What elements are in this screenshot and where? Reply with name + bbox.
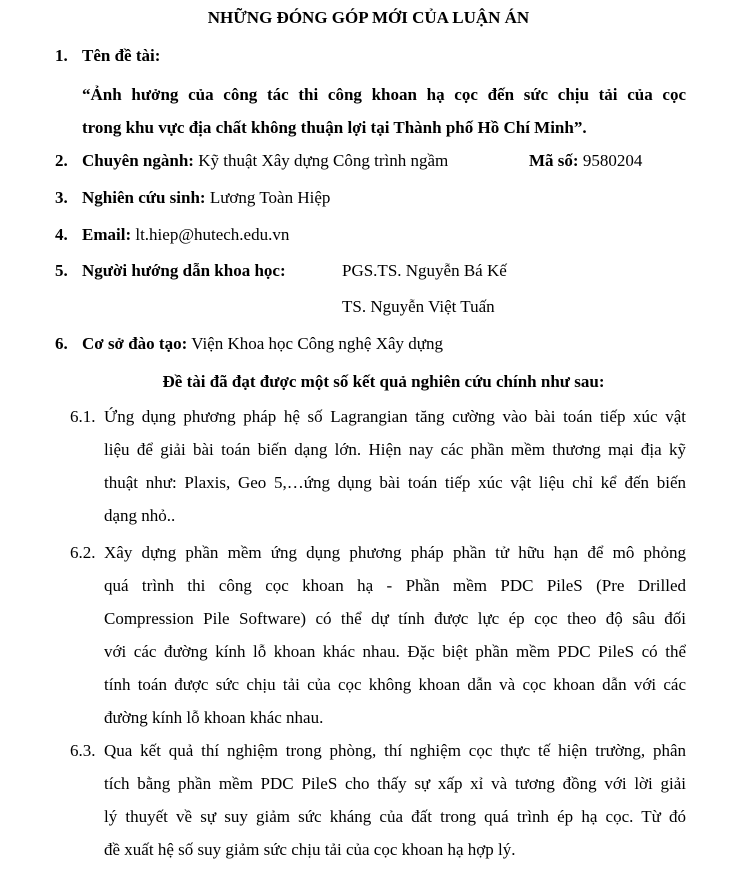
result-number: 6.2. bbox=[70, 543, 96, 562]
advisor-name: TS. Nguyễn Việt Tuấn bbox=[342, 297, 495, 316]
result-text-cont bbox=[104, 440, 686, 539]
result-line: Compression Pile Software) có thể dự tính được lực ép cọc theo độ sâu đối bbox=[104, 609, 686, 628]
result-number: 6.3. bbox=[70, 741, 96, 760]
item-number: 3. bbox=[55, 188, 68, 207]
result-line: lý thuyết về sự suy giảm sức kháng của đất trong quá trình ép hạ cọc. Từ đó bbox=[104, 807, 686, 826]
result-line: Xây dựng phần mềm ứng dụng phương pháp phần tử hữu hạn để mô phỏng bbox=[104, 543, 686, 562]
result-line: quá trình thi công cọc khoan hạ - Phần mềm PDC PileS (Pre Drilled bbox=[104, 576, 686, 595]
item-number: 1. bbox=[55, 46, 68, 65]
item-institution bbox=[55, 334, 687, 354]
result-text bbox=[104, 543, 686, 741]
result-line: tích bằng phần mềm PDC PileS cho thấy sự xấp xỉ và tương đồng với lời giải bbox=[104, 774, 686, 793]
result-line: tính toán được sức chịu tải của cọc không khoan dẫn và cọc khoan dẫn với các bbox=[104, 675, 686, 694]
topic-title-line: trong khu vực địa chất không thuận lợi tại Thành phố Hồ Chí Minh”. bbox=[82, 118, 587, 137]
item-email bbox=[55, 225, 687, 245]
advisor-name: PGS.TS. Nguyễn Bá Kế bbox=[342, 261, 507, 280]
result-line: thuật như: Plaxis, Geo 5,…ứng dụng bài toán tiếp xúc vật liệu chỉ kể đến biến bbox=[104, 473, 686, 492]
major-code bbox=[529, 151, 642, 171]
code-value: 9580204 bbox=[578, 151, 643, 170]
email-value: lt.hiep@hutech.edu.vn bbox=[131, 225, 290, 244]
item-value: Lương Toàn Hiệp bbox=[205, 188, 331, 207]
item-label: Nghiên cứu sinh: bbox=[82, 188, 206, 207]
item-number: 5. bbox=[55, 261, 68, 280]
item-number: 6. bbox=[55, 334, 68, 353]
item-label: Người hướng dẫn khoa học: bbox=[82, 261, 286, 280]
result-text bbox=[104, 407, 686, 440]
results-heading: Đề tài đã đạt được một số kết quả nghiên cứu chính như sau: bbox=[162, 372, 605, 391]
result-line: đường kính lỗ khoan khác nhau. bbox=[104, 708, 324, 727]
item-advisors bbox=[55, 261, 687, 281]
item-value: Viện Khoa học Công nghệ Xây dựng bbox=[187, 334, 444, 353]
topic-title bbox=[82, 78, 686, 144]
result-line: đề xuất hệ số suy giảm sức chịu tải của cọc khoan hạ hợp lý. bbox=[104, 840, 516, 859]
document-title: NHỮNG ĐÓNG GÓP MỚI CỦA LUẬN ÁN bbox=[207, 8, 530, 27]
result-line: liệu để giải bài toán biến dạng lớn. Hiện nay các phần mềm thương mại địa kỹ bbox=[104, 440, 686, 459]
item-researcher bbox=[55, 188, 687, 208]
result-line: Qua kết quả thí nghiệm trong phòng, thí nghiệm cọc thực tế hiện trường, phân bbox=[104, 741, 686, 760]
result-number: 6.1. bbox=[70, 407, 96, 426]
item-label: Email: bbox=[82, 225, 132, 244]
item-label: Chuyên ngành: bbox=[82, 151, 194, 170]
item-label: Tên đề tài: bbox=[82, 46, 161, 65]
code-label: Mã số: bbox=[529, 151, 579, 170]
item-number: 2. bbox=[55, 151, 68, 170]
result-line: dạng nhỏ.. bbox=[104, 506, 176, 525]
item-number: 4. bbox=[55, 225, 68, 244]
result-text bbox=[104, 741, 686, 873]
item-value: Kỹ thuật Xây dựng Công trình ngầm bbox=[193, 151, 449, 170]
item-major bbox=[55, 151, 687, 171]
item-label: Cơ sở đào tạo: bbox=[82, 334, 188, 353]
result-line: Ứng dụng phương pháp hệ số Lagrangian tăng cường vào bài toán tiếp xúc vật bbox=[104, 407, 686, 426]
result-line: với các đường kính lỗ khoan khác nhau. Đặc biệt phần mềm PDC PileS có thể bbox=[104, 642, 686, 661]
topic-title-line: “Ảnh hưởng của công tác thi công khoan hạ cọc đến sức chịu tải của cọc bbox=[82, 85, 686, 104]
item-topic bbox=[55, 46, 687, 66]
